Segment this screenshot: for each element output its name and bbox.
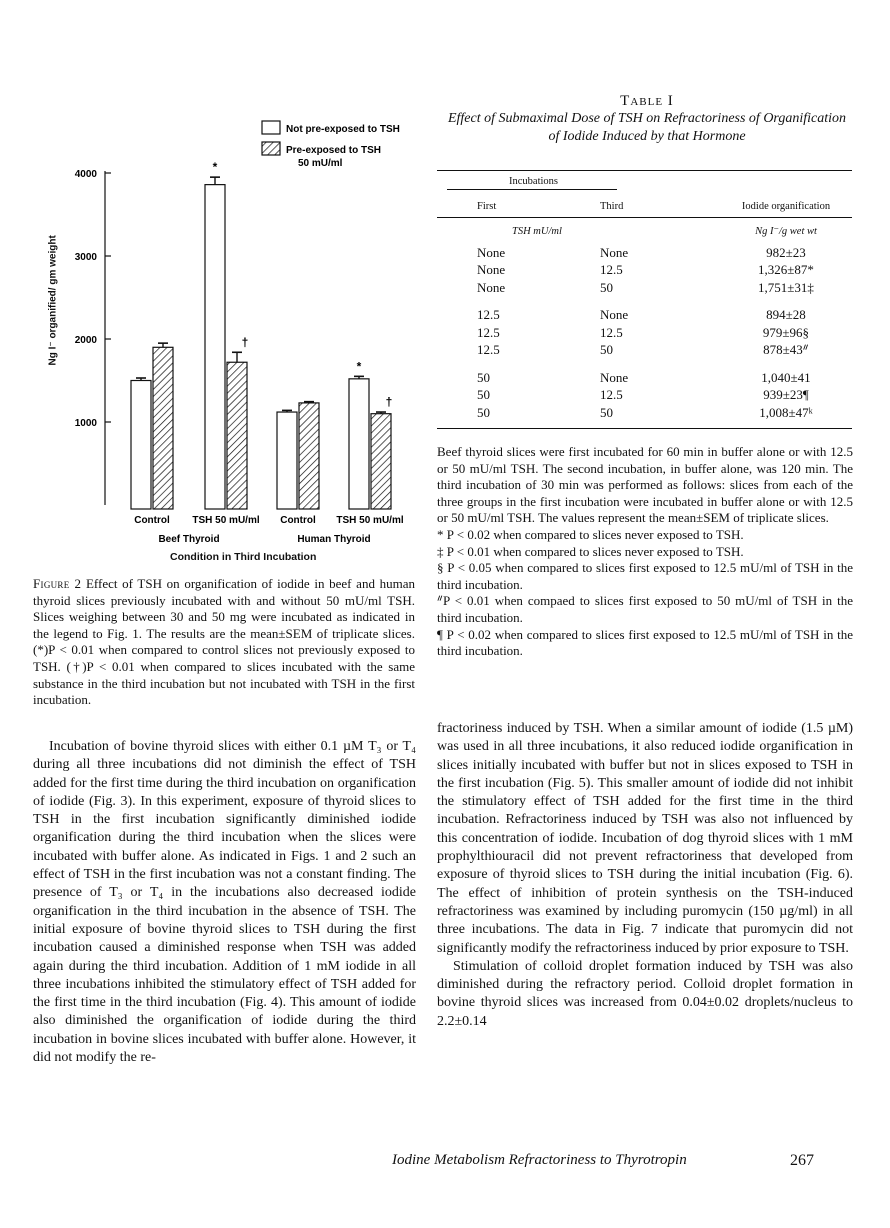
paragraph: Incubation of bovine thyroid slices with either 0.1 µM T₃ or T₄ during all three incubations did not diminish the effect of TSH added for the first time during the third incubation on organification of iodide (Fig. 3). In this experiment, exposure of thyroid slices to TSH in the first incubation significantly diminished iodide organification during the third incubation when the slices were incubated with buffer alone. As indicated in Figs. 1 and 2 such an effect of TSH in the first incubation was not a constant finding. The presence of T₃ or T₄ in the incubations also decreased iodide organification in the third incubation in the absence of TSH. The initial exposure of bovine thyroid slices to TSH during the first incubation caused a diminished response when TSH was added again during the third incubation. Addition of 1 mM iodide in all three incubations inhibited the stimulatory effect of TSH added for the first time in the third incubation (Fig. 4). This amount of iodide also diminished the organification of iodide during the third incubation in bovine slices incubated with buffer alone. However, it did not modify the re- — [33, 739, 416, 1066]
cell-result: 894±28 — [766, 307, 806, 323]
bar-pre-exposed — [299, 403, 319, 509]
body-column-left — [33, 738, 416, 1067]
y-tick-label: 1000 — [74, 418, 97, 429]
figure-label: Figure 2 — [33, 576, 82, 591]
cell-result: 878±43ᐥ — [763, 342, 809, 358]
bar-pre-exposed — [371, 414, 391, 509]
cell-third: 50 — [600, 279, 613, 295]
cell-result: 939±23¶ — [763, 387, 809, 403]
cell-third: 50 — [600, 342, 613, 358]
cell-result: 982±23 — [766, 244, 806, 260]
cell-result: 1,751±31‡ — [758, 279, 814, 295]
bar-not-pre-exposed — [349, 379, 369, 509]
x-tick-label: TSH 50 mU/ml — [336, 515, 404, 526]
table-heading — [442, 92, 852, 146]
x-tick-label: TSH 50 mU/ml — [192, 515, 260, 526]
cell-first: 50 — [477, 404, 490, 420]
paragraph: fractoriness induced by TSH. When a similar amount of iodide (1.5 µM) was used in all three incubations, it also reduced iodide organification in slices initially incubated with buffer but not in slices exposed to TSH in the first incubation (Fig. 5). This smaller amount of iodide did not inhibit the stimulatory effect of TSH added for the first time in the third incubation. Refractoriness induced by TSH was also not influenced by this concentration of iodide. Incubation of dog thyroid slices with 1 mM prophylthiouracil did not prevent refractoriness that developed from exposure of thyroid slices to TSH during the initial incubation (Fig. 6). The effect of inhibition of protein synthesis on the TSH-induced refractoriness was examined by including puromycin (150 µg/ml) in all three incubations. The data in Fig. 7 indicate that puromycin did not significantly modify the refractoriness induced by prior exposure to TSH. — [437, 721, 853, 956]
table-row — [437, 324, 852, 342]
table-footnote: ᐥP < 0.01 when compaed to slices first exposed to 50 mU/ml of TSH in the third incubation. — [437, 593, 853, 625]
unit-result: Ng I⁻/g wet wt — [755, 226, 817, 237]
table-notes — [437, 444, 853, 660]
cell-third: 12.5 — [600, 324, 623, 340]
table-footnote: § P < 0.05 when compared to slices first exposed to 12.5 mU/ml of TSH in the third incubation. — [437, 560, 853, 592]
y-tick-label: 2000 — [74, 335, 97, 346]
table-row — [437, 279, 852, 297]
y-tick-label: 3000 — [74, 252, 97, 263]
cell-first: 50 — [477, 387, 490, 403]
table-row — [437, 387, 852, 405]
significance-marker: † — [385, 395, 393, 410]
table-row — [437, 404, 852, 422]
legend-swatch-hatched — [262, 142, 280, 155]
table-footnote: ¶ P < 0.02 when compared to slices first exposed to 12.5 mU/ml of TSH in the third incubation. — [437, 626, 853, 659]
data-table — [437, 170, 852, 429]
table-row — [437, 342, 852, 360]
paragraph: Stimulation of colloid droplet formation induced by TSH was also diminished during the refractory period. Colloid droplet formation in bovine thyroid slices was increased from 0.04±0.02 droplets/nucleus to 2.2±0.14 — [437, 958, 853, 1029]
cell-result: 1,040±41 — [761, 369, 811, 385]
table-number: Table I — [620, 93, 674, 109]
table-row — [437, 307, 852, 325]
running-title: Iodine Metabolism Refractoriness to Thyrotropin — [392, 1152, 687, 1168]
cell-third: None — [600, 307, 629, 323]
table-row — [437, 369, 852, 387]
figure-2 — [40, 85, 430, 575]
cell-result: 979±96§ — [762, 324, 810, 340]
cell-third: 12.5 — [600, 262, 623, 278]
bar-not-pre-exposed — [205, 185, 225, 509]
cell-third: 12.5 — [600, 387, 623, 403]
cell-result: 1,326±87* — [758, 262, 814, 278]
cell-first: None — [477, 244, 506, 260]
cell-first: 50 — [477, 369, 490, 385]
legend-label: Not pre-exposed to TSH — [286, 124, 400, 135]
header-result: Iodide organification — [741, 200, 831, 212]
figure-caption-text: Effect of TSH on organification of iodide in beef and human thyroid slices previously incubated with and without 50 mU/ml TSH. Slices weighing between 30 and 50 mg were incubated as indicated in the legend to Fig. 1. The results are the mean±SEM of triplicate slices. (*)P < 0.01 when compared to control slices not previously exposed to TSH. (†)P < 0.01 when compared to slices incubated with the same substance in the third incubation but not incubated with TSH in the first incubation. — [33, 576, 415, 708]
bar-pre-exposed — [227, 362, 247, 509]
unit-incubations: TSH mU/ml — [512, 225, 562, 237]
cell-result: 1,008±47ᵏ — [759, 404, 813, 420]
tissue-label: Beef Thyroid — [158, 534, 220, 545]
bar-not-pre-exposed — [131, 381, 151, 510]
header-third: Third — [600, 200, 624, 212]
significance-marker: * — [356, 359, 362, 374]
legend-swatch-open — [262, 121, 280, 134]
y-tick-label: 4000 — [74, 169, 97, 180]
legend-label: Pre-exposed to TSH — [286, 145, 382, 156]
cell-third: 50 — [600, 404, 613, 420]
significance-marker: * — [212, 160, 218, 175]
header-first: First — [477, 200, 497, 212]
figure-caption — [33, 576, 415, 709]
cell-first: 12.5 — [477, 342, 500, 358]
table-title: Effect of Submaximal Dose of TSH on Refractoriness of Organification of Iodide Induced by that Hormone — [447, 111, 847, 144]
cell-third: None — [600, 244, 629, 260]
legend-label-cont: 50 mU/ml — [298, 158, 343, 169]
body-column-right — [437, 720, 853, 1031]
table-footnote: * P < 0.02 when compared to slices never exposed to TSH. — [437, 526, 744, 542]
table-footnote: ‡ P < 0.01 when compared to slices never exposed to TSH. — [437, 543, 744, 559]
tissue-label: Human Thyroid — [297, 534, 371, 545]
y-axis-label: Ng I⁻ organified/ gm weight — [47, 235, 59, 366]
cell-third: None — [600, 369, 629, 385]
significance-marker: † — [241, 335, 249, 350]
x-axis-title: Condition in Third Incubation — [170, 551, 317, 563]
cell-first: 12.5 — [477, 324, 500, 340]
x-tick-label: Control — [280, 515, 316, 526]
table-note: Beef thyroid slices were first incubated for 60 min in buffer alone or with 12.5 or 50 mU/ml TSH. The second incubation, in buffer alone, was 120 min. The third incubation of 30 min was performed as follows: slices from each of the three groups in the first incubation were incubated in buffer alone or with 12.5 or 50 mU/ml TSH. The values represent the mean±SEM of triplicate slices. — [437, 444, 853, 526]
page-number: 267 — [790, 1152, 814, 1169]
header-incubations: Incubations — [509, 176, 558, 187]
cell-first: 12.5 — [477, 307, 500, 323]
cell-first: None — [477, 262, 506, 278]
bar-pre-exposed — [153, 347, 173, 509]
table-row — [437, 262, 852, 280]
bar-chart — [40, 85, 430, 575]
cell-first: None — [477, 279, 506, 295]
x-tick-label: Control — [134, 515, 170, 526]
bar-not-pre-exposed — [277, 412, 297, 509]
table-row — [437, 244, 852, 262]
